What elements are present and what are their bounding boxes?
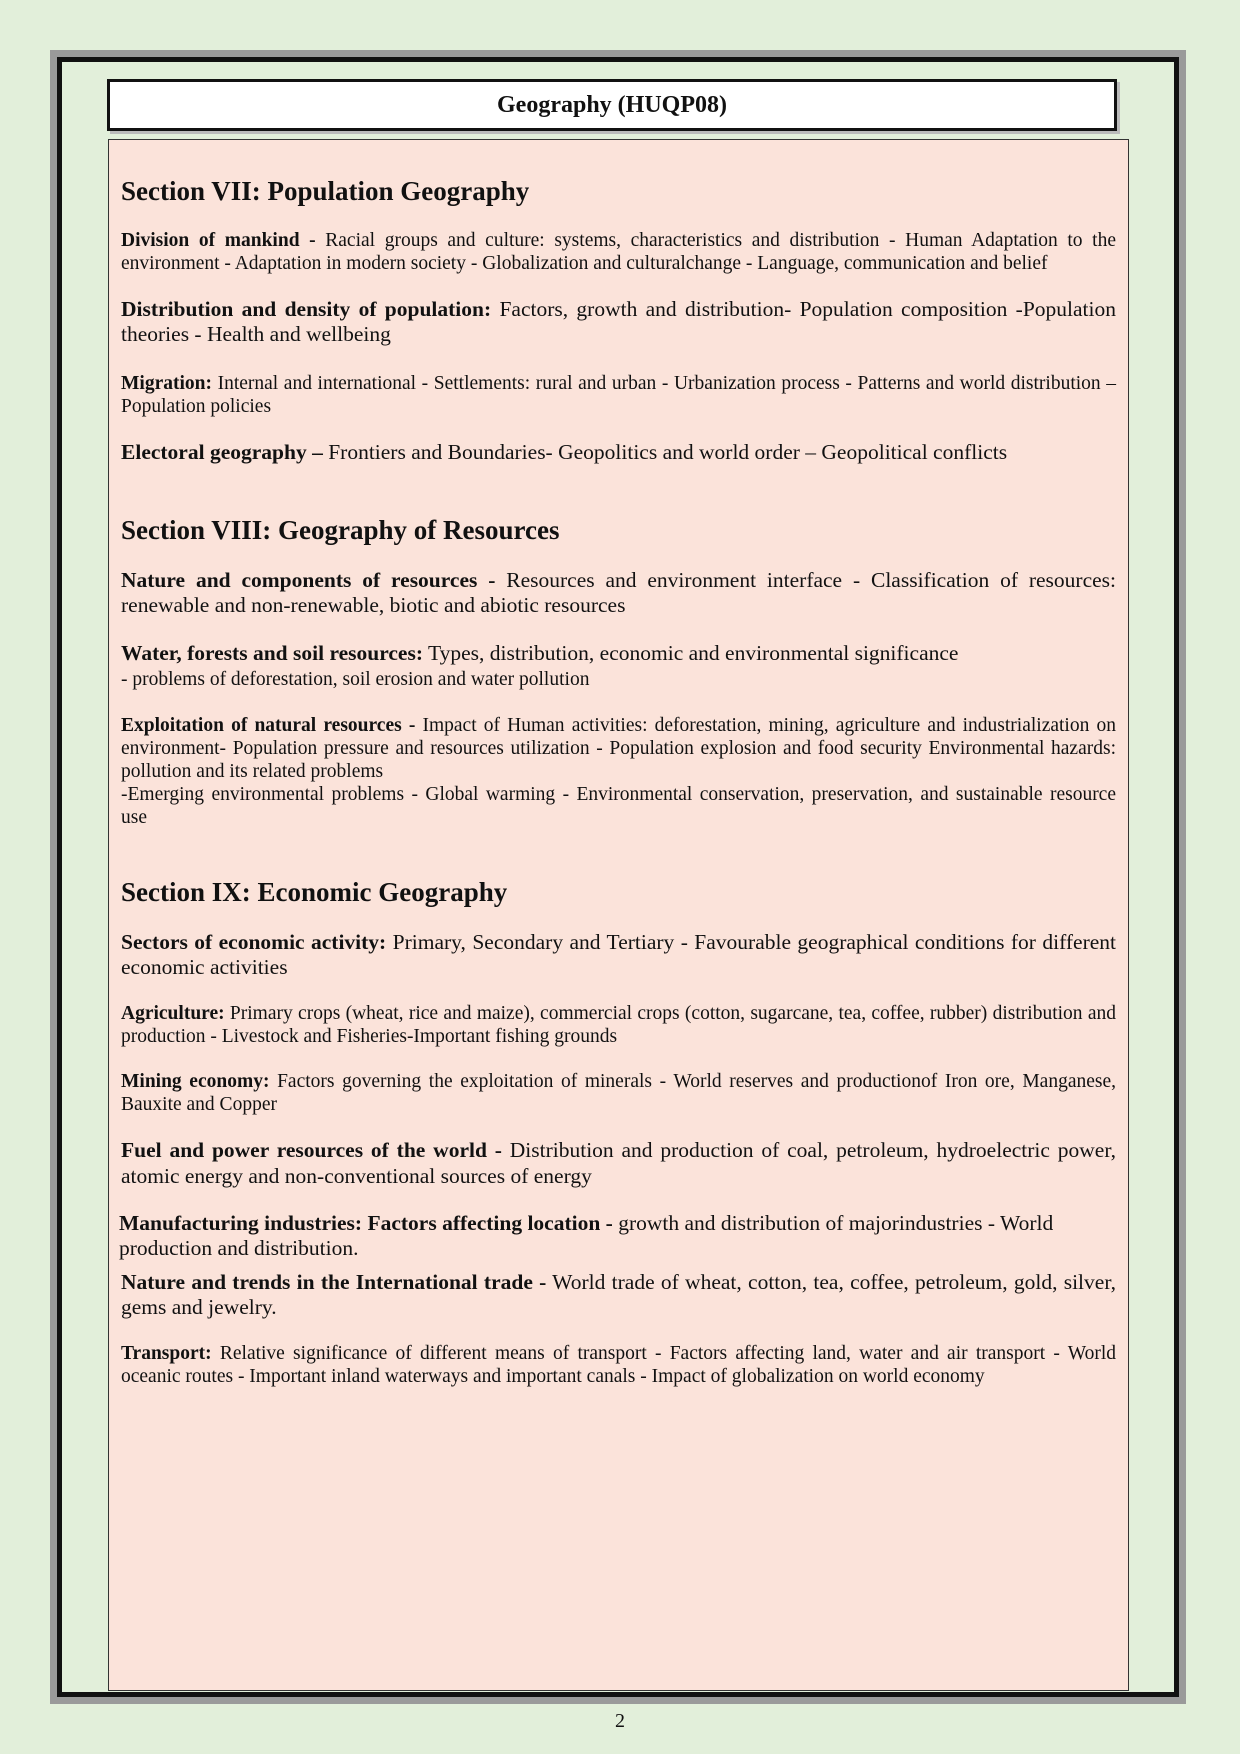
page-border-inner [57,57,1179,1697]
para-agriculture [121,1002,1116,1048]
para-body: Primary crops (wheat, rice and maize), commercial crops (cotton, sugarcane, tea, coffee, rubber) distribution and production - Livestock and Fisheries-Important fishing grounds [121,1003,1116,1048]
page-number: 2 [615,1710,625,1732]
para-lead: Mining economy: [121,1071,270,1093]
para-body: growth and distribution of majorindustries - World production and distribution. [119,1210,1054,1261]
para-lead: Fuel and power resources of the world - [121,1138,502,1163]
para-body: Impact of Human activities: deforestation, mining, agriculture and industrialization on environment- Population pressure and resources utilization - Population explosion and food security Environmental hazards: pollution and its related problems [121,714,1116,782]
para-mining-economy [121,1070,1116,1116]
para-transport [121,1342,1116,1388]
page-border-outer [50,50,1186,1704]
para-exploitation-natural-resources [121,714,1116,829]
document-title: Geography (HUQP08) [497,91,727,118]
para-lead: Distribution and density of population: [121,297,492,321]
para-body: Factors, growth and distribution- Population composition -Population theories - Health and wellbeing [121,297,1116,347]
para-division-of-mankind [121,229,1116,275]
para-lead: Sectors of economic activity: [121,929,387,954]
para-international-trade [121,1270,1116,1321]
para-body: Relative significance of different means of transport - Factors affecting land, water and air transport - World oceanic routes - Important inland waterways and important canals - Impact of globalization on world economy [121,1343,1116,1388]
para-body: Primary, Secondary and Tertiary - Favourable geographical conditions for different economic activities [121,929,1116,979]
para-body: World trade of wheat, cotton, tea, coffee, petroleum, gold, silver, gems and jewelry. [121,1269,1116,1320]
para-lead: Electoral geography – [121,439,323,464]
para-body: Resources and environment interface - Classification of resources: renewable and non-renewable, biotic and abiotic resources [121,568,1116,618]
para-body: Distribution and production of coal, petroleum, hydroelectric power, atomic energy and non-conventional sources of energy [121,1138,1117,1188]
section-ix-title: Section IX: Economic Geography [121,876,508,907]
para-body: Internal and international - Settlements: rural and urban - Urbanization process - Patterns and world distribution – Population policies [121,372,1116,417]
para-lead: Water, forests and soil resources: [121,640,423,665]
section-vii-title: Section VII: Population Geography [121,176,530,206]
para-lead: Manufacturing industries: Factors affecting location - [119,1210,613,1235]
para-lead: Migration: [121,372,212,394]
para-migration [121,372,1116,418]
para-nature-components-resources [121,568,1116,619]
para-body: Racial groups and culture: systems, characteristics and distribution - Human Adaptation to the environment - Adaptation in modern society - Globalization and culturalchange - Language, communication and belief [121,230,1116,274]
syllabus-content [108,139,1129,1691]
para-distribution-density [121,297,1116,348]
para-electoral-geography [121,440,1116,465]
para-body: Frontiers and Boundaries- Geopolitics and world order – Geopolitical conflicts [322,439,1008,464]
para-water-forests-soil [121,641,1116,692]
para-sectors-economic-activity [121,930,1116,981]
para-body-continued: -Emerging environmental problems - Global warming - Environmental conservation, preservation, and sustainable resource use [121,783,1116,828]
para-lead: Nature and trends in the International trade - [121,1269,547,1294]
para-lead: Transport: [121,1343,212,1365]
para-body: Factors governing the exploitation of minerals - World reserves and productionof Iron ore, Manganese, Bauxite and Copper [121,1071,1116,1116]
para-lead: Exploitation of natural resources - [121,714,416,736]
para-lead: Division of mankind - [121,230,316,251]
para-lead: Agriculture: [121,1003,225,1025]
para-manufacturing-industries [119,1211,1128,1262]
para-fuel-power-resources [121,1138,1116,1189]
document-title-box [107,79,1117,131]
para-lead: Nature and components of resources - [121,568,496,593]
para-body-continued: - problems of deforestation, soil erosion and water pollution [121,669,590,691]
para-body: Types, distribution, economic and environmental significance [422,640,959,665]
section-viii-title: Section VIII: Geography of Resources [121,515,560,546]
